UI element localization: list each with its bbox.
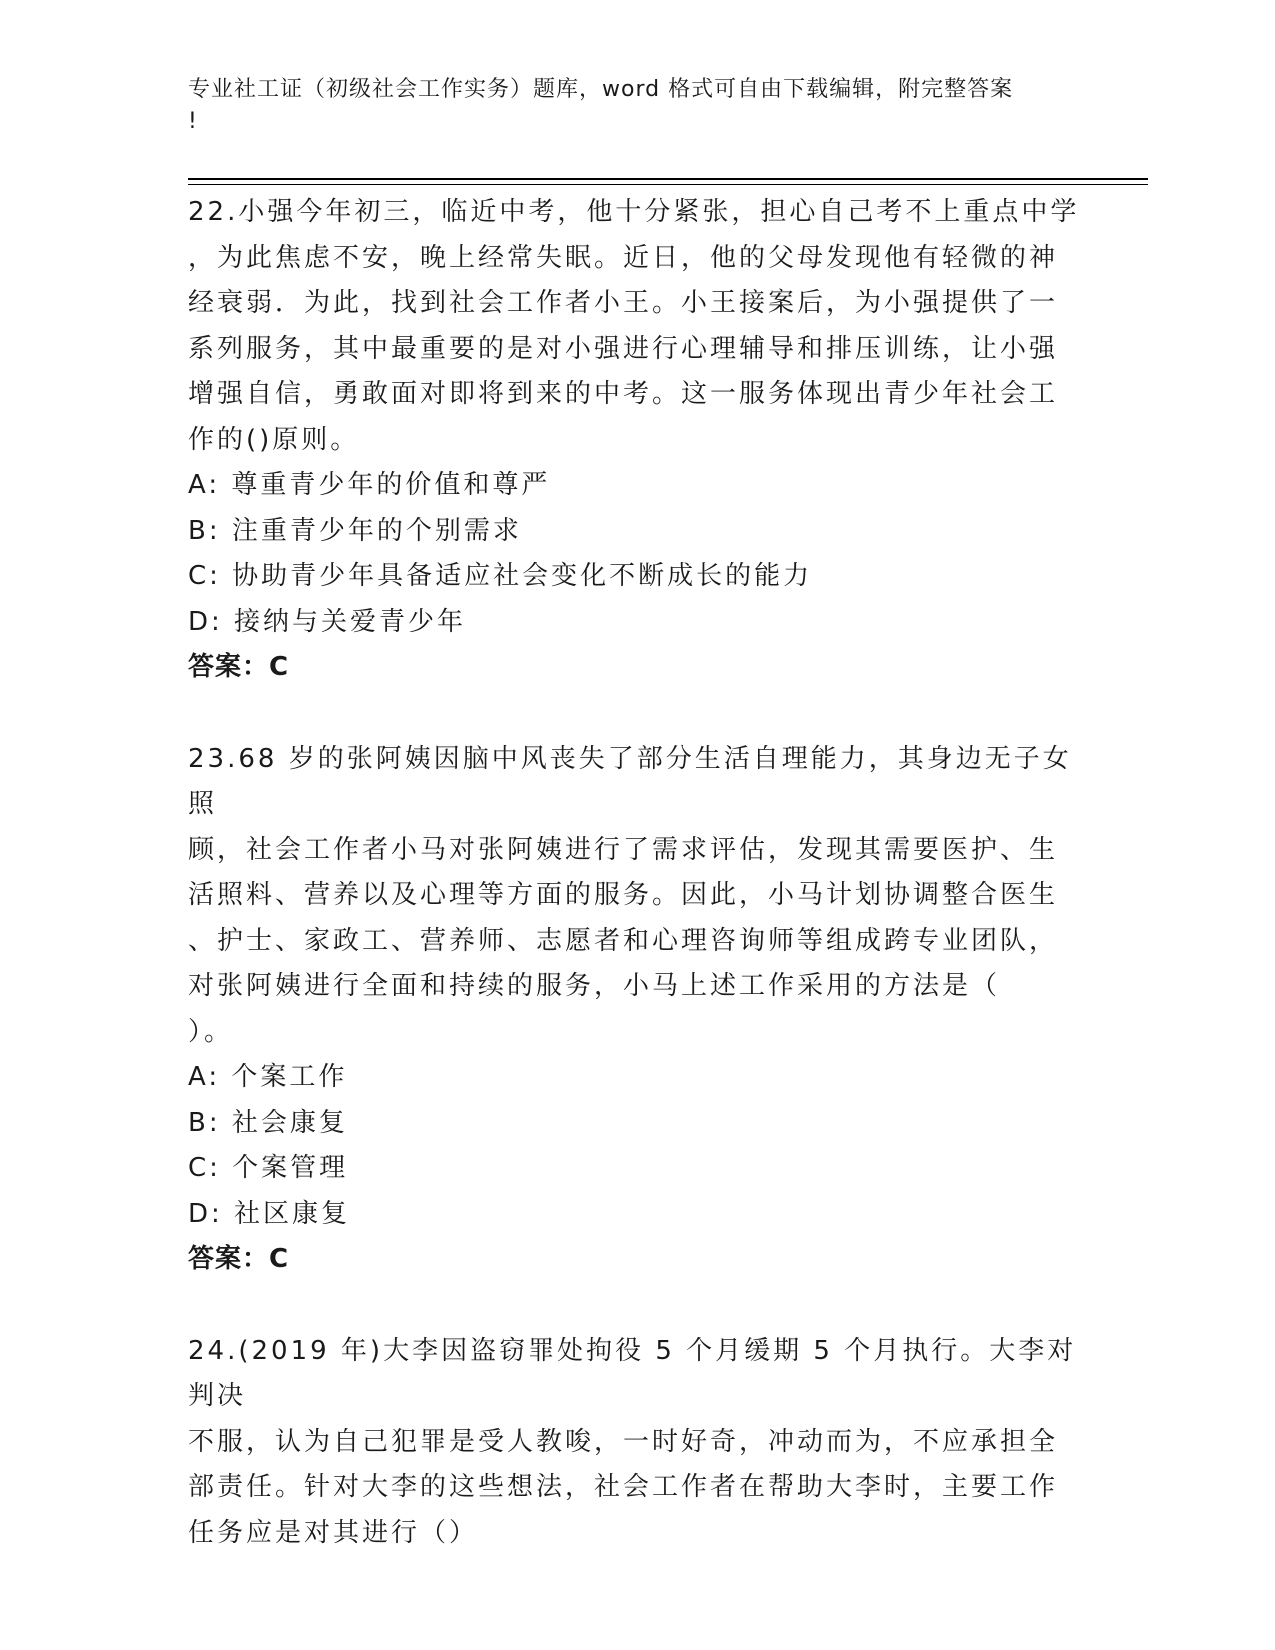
- option-a: A: 尊重青少年的价值和尊严: [188, 470, 551, 500]
- question-stem: 22.小强今年初三，临近中考，他十分紧张，担心自己考不上重点中学 ，为此焦虑不安，晚上经常失眠。近日，他的父母发现他有轻微的神 经衰弱．为此，找到社会工作者小王。小王接案后，为小强提供了一 系列服务，其中最重要的是对小强进行心理辅导和排压训练，让小强 增强自信，勇敢面对即将到来的中考。这一服务体现出青少年社会工 作的()原则。: [188, 197, 1080, 455]
- option-d: D: 社区康复: [188, 1198, 351, 1229]
- header-divider-thin: [188, 184, 1148, 185]
- option-b: B: 社会康复: [188, 1107, 348, 1138]
- option-b: B: 注重青少年的个别需求: [188, 515, 522, 546]
- question-list: [188, 190, 1088, 1602]
- document-header: [188, 74, 1088, 138]
- header-title-continuation: !: [188, 109, 198, 134]
- question-stem: 24.(2019 年)大李因盗窃罪处拘役 5 个月缓期 5 个月执行。大李对判决 不服，认为自己犯罪是受人教唆，一时好奇，冲动而为，不应承担全 部责任。针对大李的这些想法，社会工作者在帮助大李时，主要工作 任务应是对其进行（）: [188, 1335, 1077, 1548]
- option-c: C: 个案管理: [188, 1153, 349, 1183]
- question-stem: 23.68 岁的张阿姨因脑中风丧失了部分生活自理能力，其身边无子女照 顾，社会工作者小马对张阿姨进行了需求评估，发现其需要医护、生 活照料、营养以及心理等方面的服务。因此，小马计划协调整合医生 、护士、家政工、营养师、志愿者和心理咨询师等组成跨专业团队， 对张阿姨进行全面和持续的服务，小马上述工作采用的方法是（ ）。: [188, 743, 1072, 1047]
- header-title: 专业社工证（初级社会工作实务）题库，word 格式可自由下载编辑，附完整答案: [188, 77, 1014, 102]
- question-22: [188, 190, 1088, 691]
- answer-line: 答案：C: [188, 652, 290, 682]
- question-24: [188, 1329, 1088, 1557]
- answer-line: 答案：C: [188, 1244, 290, 1274]
- option-c: C: 协助青少年具备适应社会变化不断成长的能力: [188, 561, 813, 591]
- option-d: D: 接纳与关爱青少年: [188, 606, 467, 637]
- option-a: A: 个案工作: [188, 1062, 348, 1092]
- question-23: [188, 737, 1088, 1283]
- header-divider-thick: [188, 178, 1148, 180]
